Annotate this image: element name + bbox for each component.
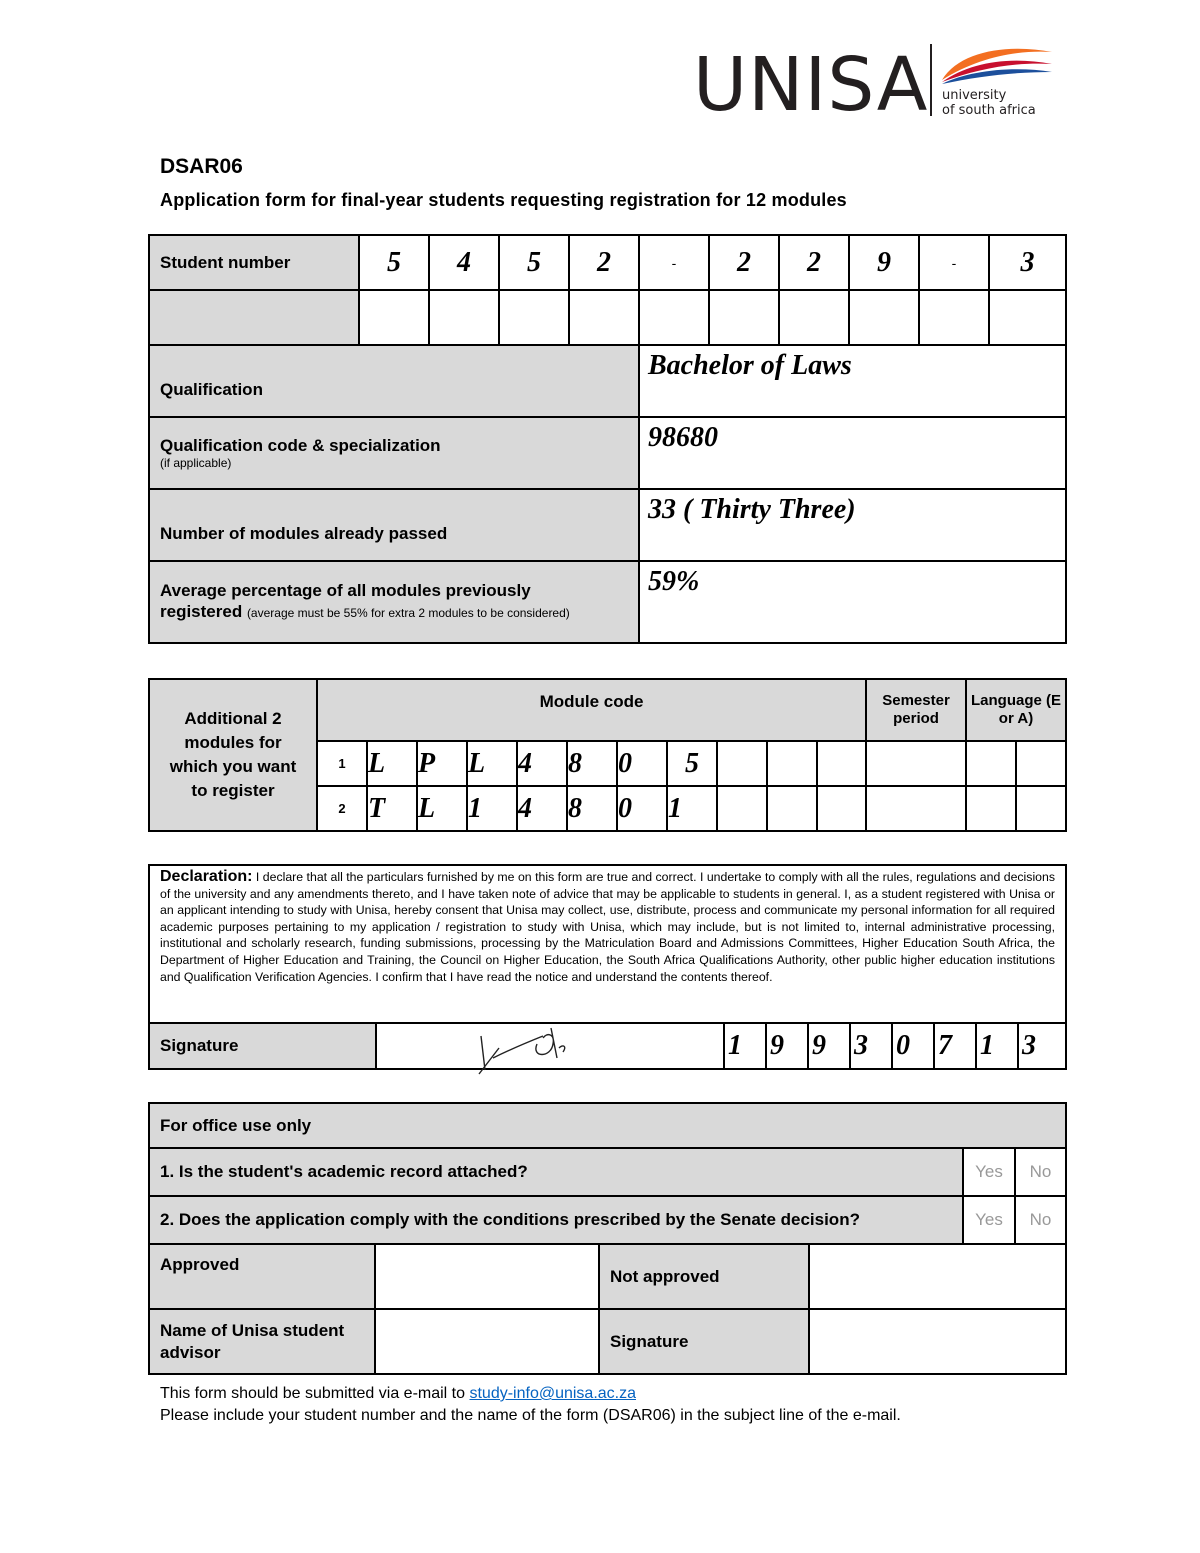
date-digit[interactable]: 9 [766, 1023, 808, 1069]
module-char[interactable]: L [417, 786, 467, 831]
module-char[interactable]: 1 [667, 786, 717, 831]
module-char[interactable]: 1 [467, 786, 517, 831]
date-digit[interactable]: 1 [724, 1023, 766, 1069]
student-digit[interactable]: 5 [499, 235, 569, 290]
blank-digit-cell[interactable] [919, 290, 989, 345]
q1-no-option[interactable]: No [1015, 1148, 1066, 1196]
semester-header: Semester period [866, 679, 966, 741]
approved-field[interactable] [375, 1244, 599, 1309]
module-char[interactable] [817, 741, 866, 786]
handwritten-signature [463, 1018, 593, 1078]
office-use-table [148, 1102, 1067, 1375]
module-char[interactable] [717, 786, 767, 831]
module-char[interactable]: 8 [567, 786, 617, 831]
logo-tagline-line2: of south africa [942, 103, 1036, 118]
date-digit[interactable]: 9 [808, 1023, 850, 1069]
logo-tagline-line1: university [942, 88, 1007, 103]
qualification-value[interactable]: Bachelor of Laws [639, 345, 1066, 417]
qualification-code-value[interactable]: 98680 [639, 417, 1066, 489]
average-cell [149, 561, 639, 643]
module-char[interactable]: 5 [667, 741, 717, 786]
blank-digit-cell[interactable] [989, 290, 1066, 345]
form-code: DSAR06 [160, 155, 243, 178]
module-char[interactable]: 4 [517, 786, 567, 831]
unisa-logo-swoosh [940, 42, 1055, 90]
average-note: (average must be 55% for extra 2 modules to be considered) [246, 606, 570, 620]
blank-label-cell [149, 290, 359, 345]
advisor-signature-label: Signature [599, 1309, 809, 1374]
student-number-extra-row [149, 290, 1066, 345]
blank-digit-cell[interactable] [569, 290, 639, 345]
qualification-code-note: (if applicable) [160, 456, 232, 470]
declaration-row [149, 865, 1066, 1023]
email-link[interactable]: study-info@unisa.ac.za [469, 1385, 637, 1402]
student-digit[interactable]: 3 [989, 235, 1066, 290]
signature-row [149, 1023, 1066, 1069]
date-digit[interactable]: 7 [934, 1023, 976, 1069]
average-label: Average percentage of all modules previously registered [160, 581, 531, 621]
footer-line-2: Please include your student number and the name of the form (DSAR06) in the subject line of the e-mail. [160, 1407, 901, 1424]
blank-digit-cell[interactable] [849, 290, 919, 345]
office-header: For office use only [149, 1103, 1066, 1148]
module-char[interactable]: 8 [567, 741, 617, 786]
module-char[interactable]: L [467, 741, 517, 786]
student-digit-separator[interactable]: - [639, 235, 709, 290]
module-char[interactable]: 4 [517, 741, 567, 786]
advisor-row [149, 1309, 1066, 1374]
module-char[interactable] [817, 786, 866, 831]
language-cell[interactable] [966, 741, 1016, 786]
blank-digit-cell[interactable] [429, 290, 499, 345]
qualification-code-cell [149, 417, 639, 489]
average-value[interactable]: 59% [639, 561, 1066, 643]
signature-label: Signature [149, 1023, 376, 1069]
average-row [149, 561, 1066, 643]
footer-note [160, 1383, 901, 1427]
q2-yes-option[interactable]: Yes [963, 1196, 1015, 1244]
student-digit[interactable]: 4 [429, 235, 499, 290]
not-approved-field[interactable] [809, 1244, 1066, 1309]
language-header: Language (E or A) [966, 679, 1066, 741]
semester-cell[interactable] [866, 786, 966, 831]
student-digit[interactable]: 2 [569, 235, 639, 290]
modules-passed-label: Number of modules already passed [149, 489, 639, 561]
student-digit-separator[interactable]: - [919, 235, 989, 290]
office-q1-row [149, 1148, 1066, 1196]
module-char[interactable] [767, 786, 817, 831]
qualification-code-row [149, 417, 1066, 489]
blank-digit-cell[interactable] [779, 290, 849, 345]
module-char[interactable]: P [417, 741, 467, 786]
date-digit[interactable]: 3 [850, 1023, 892, 1069]
q1-yes-option[interactable]: Yes [963, 1148, 1015, 1196]
module-char[interactable] [717, 741, 767, 786]
date-digit[interactable]: 0 [892, 1023, 934, 1069]
blank-digit-cell[interactable] [359, 290, 429, 345]
advisor-name-field[interactable] [375, 1309, 599, 1374]
semester-cell[interactable] [866, 741, 966, 786]
module-row-number: 1 [317, 741, 367, 786]
advisor-signature-field[interactable] [809, 1309, 1066, 1374]
module-char[interactable]: 0 [617, 786, 667, 831]
additional-header-row [149, 679, 1066, 741]
date-digit[interactable]: 3 [1018, 1023, 1066, 1069]
qualification-code-label: Qualification code & specialization [160, 436, 441, 455]
module-char[interactable]: L [367, 741, 417, 786]
modules-passed-value[interactable]: 33 ( Thirty Three) [639, 489, 1066, 561]
student-digit[interactable]: 2 [709, 235, 779, 290]
student-number-row [149, 235, 1066, 290]
modules-passed-row [149, 489, 1066, 561]
module-code-header: Module code [317, 679, 866, 741]
language-cell[interactable] [1016, 741, 1066, 786]
language-cell[interactable] [1016, 786, 1066, 831]
office-q2-row [149, 1196, 1066, 1244]
student-details-table [148, 234, 1067, 644]
signature-field[interactable] [376, 1023, 724, 1069]
module-char[interactable] [767, 741, 817, 786]
approval-row [149, 1244, 1066, 1309]
approved-label: Approved [149, 1244, 375, 1309]
language-cell[interactable] [966, 786, 1016, 831]
unisa-logo-wordmark: UNISA [693, 42, 929, 128]
date-digit[interactable]: 1 [976, 1023, 1018, 1069]
blank-digit-cell[interactable] [499, 290, 569, 345]
declaration-table [148, 864, 1067, 1070]
blank-digit-cell[interactable] [709, 290, 779, 345]
advisor-label: Name of Unisa student advisor [149, 1309, 375, 1374]
office-q2: 2. Does the application comply with the conditions prescribed by the Senate decision? [149, 1196, 963, 1244]
logo-tagline [942, 88, 1036, 118]
module-char[interactable]: 0 [617, 741, 667, 786]
footer-prefix: This form should be submitted via e-mail to [160, 1385, 470, 1402]
student-number-label: Student number [149, 235, 359, 290]
logo-divider [930, 44, 932, 116]
student-digit[interactable]: 2 [779, 235, 849, 290]
additional-modules-table [148, 678, 1067, 832]
form-title: Application form for final-year students requesting registration for 12 modules [160, 190, 847, 210]
logo-swoosh-blue [942, 69, 1052, 84]
module-row-number: 2 [317, 786, 367, 831]
not-approved-label: Not approved [599, 1244, 809, 1309]
qualification-label: Qualification [149, 345, 639, 417]
blank-digit-cell[interactable] [639, 290, 709, 345]
declaration-text: I declare that all the particulars furnished by me on this form are true and correct. I undertake to comply with all the rules, regulations and decisions of the university and any amendments thereto, and I have taken note of advice that may be applicable to students in general. I, as a student registered with Unisa or an applicant intending to study with Unisa, hereby consent that Unisa may collect, use, distribute, process and communicate my personal information for all required academic purposes pertaining to my application / registration to study with Unisa, which may include, but is not limited to, internal administrative processing, institutional and scholarly research, funding submissions, processing by the Matriculation Board and Admissions Committees, Higher Education South Africa, the Department of Higher Education and Training, the Council on Higher Education, the South Africa Qualifications Authority, other public higher education institutions and Qualification Verification Agencies. I confirm that I have read the notice and understand the contents thereof. [160, 870, 1055, 984]
declaration-heading: Declaration: [160, 868, 253, 885]
qualification-row [149, 345, 1066, 417]
student-digit[interactable]: 5 [359, 235, 429, 290]
declaration-cell [149, 865, 1066, 1023]
student-digit[interactable]: 9 [849, 235, 919, 290]
q2-no-option[interactable]: No [1015, 1196, 1066, 1244]
additional-label: Additional 2 modules for which you want to register [149, 679, 317, 831]
office-q1: 1. Is the student's academic record attached? [149, 1148, 963, 1196]
footer-line-1 [160, 1383, 901, 1405]
office-header-row [149, 1103, 1066, 1148]
module-char[interactable]: T [367, 786, 417, 831]
